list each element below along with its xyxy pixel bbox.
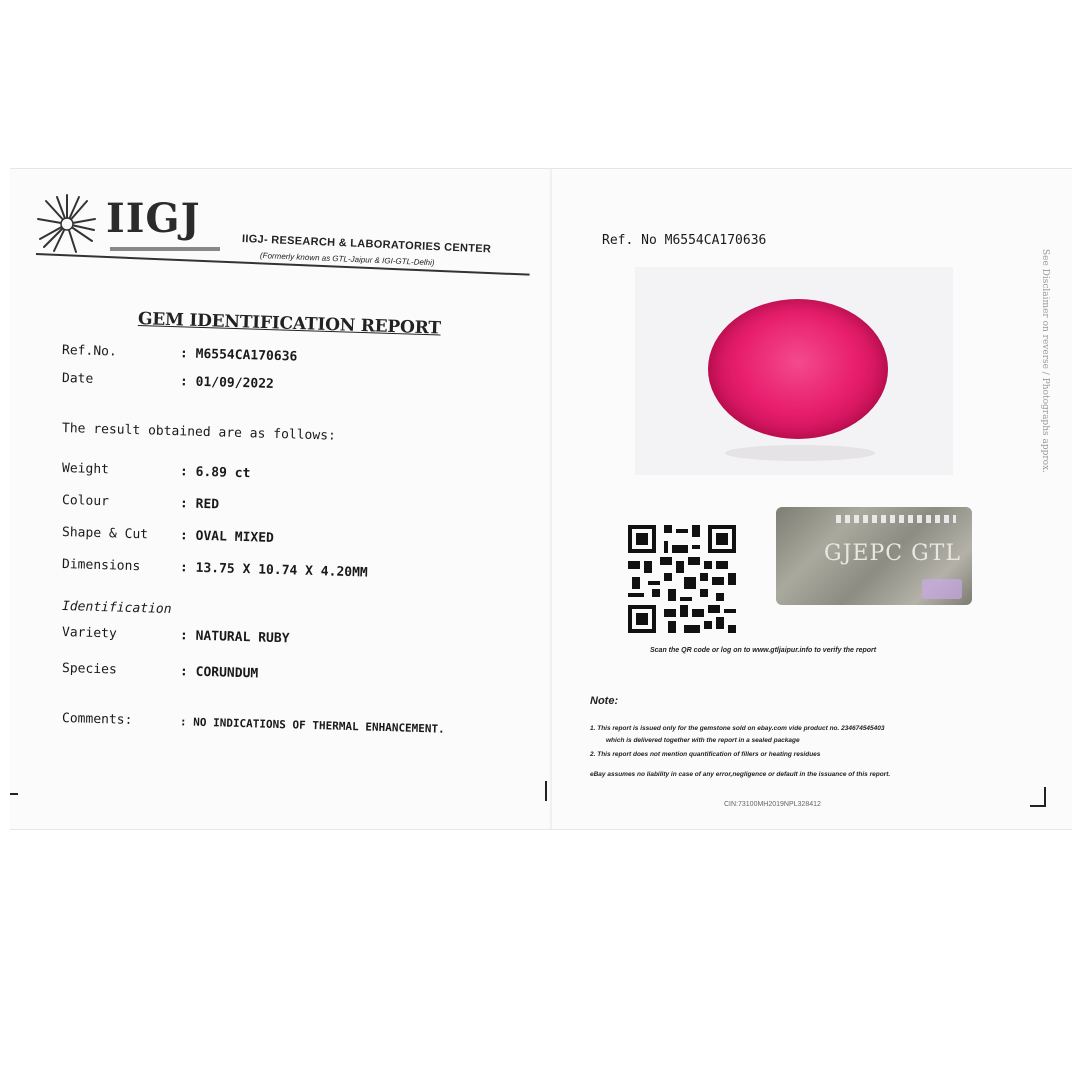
crop-mark [1044, 787, 1046, 807]
detail-dimensions [62, 557, 368, 581]
detail-value: : RED [179, 496, 220, 513]
field-date [62, 371, 274, 392]
ident-variety [62, 625, 290, 646]
logo-tagline [110, 247, 220, 251]
crop-mark [10, 793, 18, 795]
comments [62, 711, 445, 737]
detail-value: : 6.89 ct [179, 464, 251, 482]
scan-instruction: Scan the QR code or log on to www.gtljaipur.info to verify the report [650, 647, 877, 654]
gem-report-card [10, 168, 1072, 830]
ident-label: Species [61, 661, 117, 678]
detail-shape-cut [62, 525, 274, 546]
result-intro: The result obtained are as follows: [61, 421, 337, 444]
identification-heading: Identification [61, 599, 172, 618]
sunburst-logo-icon [32, 189, 102, 259]
hologram-dots [836, 515, 956, 523]
ident-species [62, 661, 259, 681]
field-value: : 01/09/2022 [179, 374, 275, 392]
ident-label: Variety [61, 625, 117, 642]
detail-value: : OVAL MIXED [179, 528, 275, 546]
side-disclaimer-text: See Disclaimer on reverse / Photographs approx. [1040, 249, 1050, 474]
note-line: 2. This report does not mention quantification of fillers or heating residues [590, 751, 821, 758]
qr-code-icon [628, 525, 736, 633]
comments-label: Comments: [61, 711, 133, 728]
crop-mark [545, 781, 547, 801]
right-ref-no: Ref. No M6554CA170636 [602, 233, 767, 248]
detail-label: Dimensions [61, 557, 141, 575]
lab-name: IIGJ- RESEARCH & LABORATORIES CENTER [241, 233, 492, 256]
hologram-shine [922, 579, 962, 599]
detail-label: Weight [61, 461, 110, 478]
field-value: : M6554CA170636 [179, 346, 298, 365]
iigj-logo [32, 189, 232, 259]
ident-value: : CORUNDUM [179, 664, 259, 682]
note-line: which is delivered together with the report in a sealed package [606, 737, 800, 744]
page-divider [550, 169, 552, 829]
detail-weight [62, 461, 251, 481]
field-ref-no [62, 343, 298, 365]
side-disclaimer [1036, 249, 1050, 549]
field-label: Date [61, 371, 94, 387]
detail-label: Colour [61, 493, 110, 510]
ruby-gem-image [708, 299, 888, 439]
report-title: GEM IDENTIFICATION REPORT [137, 309, 442, 339]
cin-number: CIN:73100MH2019NPL328412 [724, 801, 821, 808]
hologram-text: GJEPC GTL [824, 541, 961, 566]
gem-shadow [725, 445, 875, 461]
hologram-seal [776, 507, 972, 605]
logo-text: IIGJ [106, 195, 201, 242]
ident-value: : NATURAL RUBY [179, 628, 290, 647]
field-label: Ref.No. [61, 343, 117, 360]
comments-value: : NO INDICATIONS OF THERMAL ENHANCEMENT. [179, 715, 445, 736]
gem-photo [635, 267, 953, 475]
crop-mark [1030, 805, 1046, 807]
note-line: 1. This report is issued only for the gemstone sold on ebay.com vide product no. 234674545403 [590, 725, 885, 732]
note-line: eBay assumes no liability in case of any error,negligence or default in the issuance of this report. [590, 771, 891, 778]
lab-former-name: (Formerly known as GTL-Jaipur & IGI-GTL-Delhi) [259, 251, 435, 268]
note-title: Note: [590, 695, 619, 707]
detail-colour [62, 493, 219, 512]
detail-label: Shape & Cut [61, 525, 149, 543]
detail-value: : 13.75 X 10.74 X 4.20MM [179, 560, 368, 581]
